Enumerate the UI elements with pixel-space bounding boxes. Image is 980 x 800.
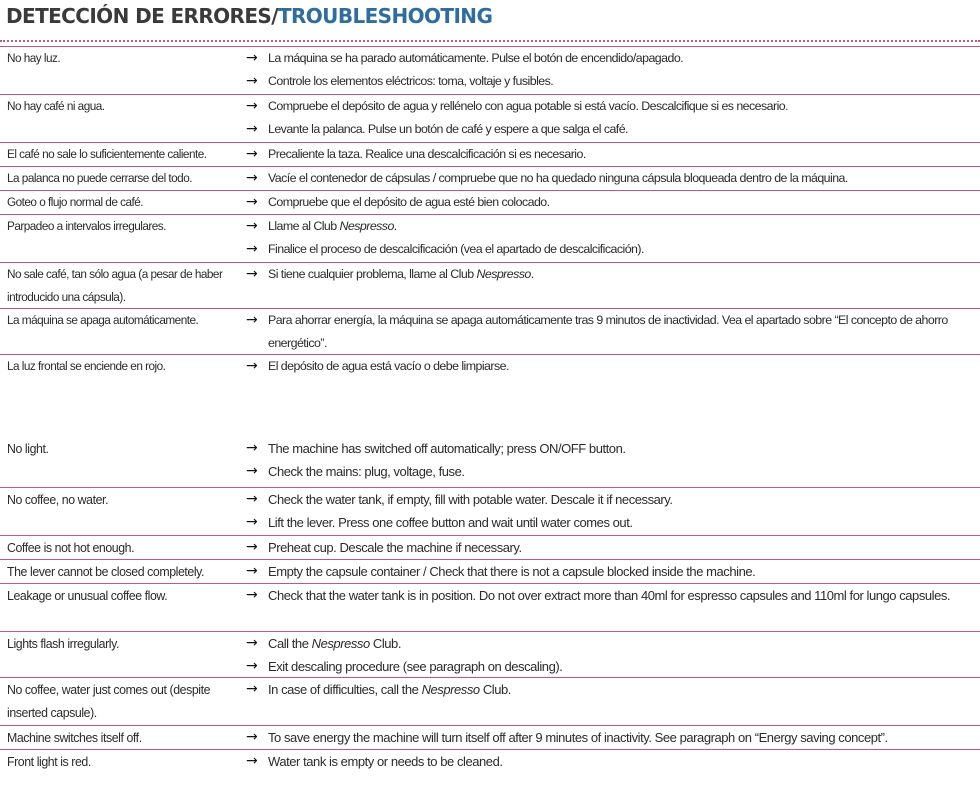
- solution-text: In case of difficulties, call the Nespresso Club.: [268, 682, 511, 697]
- table-row: [0, 487, 980, 535]
- solutions-cell: [246, 437, 976, 483]
- solution-text: Precaliente la taza. Realice una descalcificación si es necesario.: [268, 147, 586, 161]
- table-row: [0, 214, 980, 262]
- problem-cell: No coffee, water just comes out (despite inserted capsule).: [7, 682, 211, 720]
- table-row: [0, 535, 980, 559]
- page-title: [6, 4, 492, 28]
- arrow-icon: →: [246, 98, 258, 114]
- solutions-cell: [246, 355, 976, 378]
- solution-item: [246, 95, 976, 118]
- arrow-icon: →: [246, 194, 258, 210]
- solution-text: El depósito de agua está vacío o debe limpiarse.: [268, 359, 509, 373]
- problem-cell: Machine switches itself off.: [7, 730, 142, 745]
- arrow-icon: →: [246, 50, 258, 66]
- solutions-cell: [246, 536, 976, 559]
- solution-item: [246, 750, 976, 773]
- arrow-icon: →: [246, 514, 258, 530]
- arrow-icon: →: [246, 358, 258, 374]
- problem-cell: No coffee, no water.: [7, 492, 109, 507]
- solutions-cell: [246, 167, 976, 190]
- arrow-icon: →: [246, 266, 258, 282]
- problem-cell: No hay luz.: [7, 51, 61, 65]
- solutions-cell: [246, 726, 976, 749]
- table-row: [0, 308, 980, 354]
- solutions-cell: [246, 47, 976, 93]
- solution-text: To save energy the machine will turn itself off after 9 minutes of inactivity. See paragraph on “Energy saving concept”.: [268, 730, 888, 745]
- arrow-icon: →: [246, 635, 258, 651]
- arrow-icon: →: [246, 121, 258, 137]
- solutions-cell: [246, 584, 976, 607]
- problem-cell: No hay café ni agua.: [7, 99, 105, 113]
- solution-item: [246, 309, 976, 355]
- table-row: [0, 725, 980, 749]
- solution-text: Finalice el proceso de descalcificación (vea el apartado de descalcificación).: [268, 242, 644, 256]
- table-row: [0, 142, 980, 166]
- solution-text: Empty the capsule container / Check that there is not a capsule blocked inside the machine.: [268, 564, 756, 579]
- solutions-cell: [246, 750, 976, 773]
- problem-cell: No light.: [7, 441, 49, 456]
- solution-text: Controle los elementos eléctricos: toma, voltaje y fusibles.: [268, 74, 554, 88]
- solution-item: [246, 632, 976, 655]
- solution-item: [246, 47, 976, 70]
- problem-cell: No sale café, tan sólo agua (a pesar de haber introducido una cápsula).: [7, 267, 223, 304]
- solutions-cell: [246, 191, 976, 214]
- arrow-icon: →: [246, 241, 258, 257]
- solution-text: La máquina se ha parado automáticamente. Pulse el botón de encendido/apagado.: [268, 51, 684, 65]
- solution-text: Exit descaling procedure (see paragraph on descaling).: [268, 659, 563, 674]
- arrow-icon: →: [246, 753, 258, 769]
- arrow-icon: →: [246, 729, 258, 745]
- table-row: [0, 262, 980, 308]
- solution-item: [246, 167, 976, 190]
- arrow-icon: →: [246, 587, 258, 603]
- table-row: [0, 435, 980, 487]
- solution-item: [246, 511, 976, 534]
- table-row: [0, 46, 980, 94]
- arrow-icon: →: [246, 312, 258, 328]
- solution-item: [246, 191, 976, 214]
- solution-text: Compruebe el depósito de agua y rellénelo con agua potable si está vacío. Descalcifique si es necesario.: [268, 99, 789, 113]
- solutions-cell: [246, 263, 976, 286]
- solution-item: [246, 437, 976, 460]
- arrow-icon: →: [246, 658, 258, 674]
- title-english: TROUBLESHOOTING: [277, 4, 493, 28]
- problem-cell: Front light is red.: [7, 754, 91, 769]
- solutions-cell: [246, 215, 976, 261]
- problem-cell: La palanca no puede cerrarse del todo.: [7, 171, 192, 185]
- solution-text: Si tiene cualquier problema, llame al Club Nespresso.: [268, 267, 534, 281]
- solutions-cell: [246, 678, 976, 701]
- solution-item: [246, 355, 976, 378]
- solution-item: [246, 560, 976, 583]
- solution-text: Check the water tank, if empty, fill with potable water. Descale it if necessary.: [268, 492, 673, 507]
- solution-text: Water tank is empty or needs to be cleaned.: [268, 754, 503, 769]
- english-troubleshooting-table: [0, 435, 980, 773]
- solution-item: [246, 118, 976, 141]
- arrow-icon: →: [246, 463, 258, 479]
- solution-item: [246, 215, 976, 238]
- problem-cell: Parpadeo a intervalos irregulares.: [7, 219, 166, 233]
- table-row: [0, 677, 980, 725]
- arrow-icon: →: [246, 563, 258, 579]
- problem-cell: Lights flash irregularly.: [7, 636, 119, 651]
- table-row: [0, 559, 980, 583]
- solutions-cell: [246, 560, 976, 583]
- solution-text: Preheat cup. Descale the machine if necessary.: [268, 540, 522, 555]
- table-row: [0, 631, 980, 677]
- solution-text: Compruebe que el depósito de agua esté bien colocado.: [268, 195, 550, 209]
- arrow-icon: →: [246, 146, 258, 162]
- problem-cell: El café no sale lo suficientemente caliente.: [7, 147, 207, 161]
- solutions-cell: [246, 488, 976, 534]
- solution-text: Llame al Club Nespresso.: [268, 219, 397, 233]
- arrow-icon: →: [246, 73, 258, 89]
- solution-item: [246, 678, 976, 701]
- table-row: [0, 583, 980, 631]
- solution-text: The machine has switched off automatically; press ON/OFF button.: [268, 441, 626, 456]
- problem-cell: Goteo o flujo normal de café.: [7, 195, 144, 209]
- problem-cell: Coffee is not hot enough.: [7, 540, 135, 555]
- arrow-icon: →: [246, 440, 258, 456]
- arrow-icon: →: [246, 681, 258, 697]
- solution-text: Call the Nespresso Club.: [268, 636, 401, 651]
- solutions-cell: [246, 632, 976, 678]
- spanish-troubleshooting-table: [0, 46, 980, 378]
- problem-cell: La máquina se apaga automáticamente.: [7, 313, 199, 327]
- solution-item: [246, 263, 976, 286]
- table-row: [0, 190, 980, 214]
- solution-text: Check that the water tank is in position. Do not over extract more than 40ml for espresso capsules and 110ml for lungo capsules.: [268, 588, 951, 603]
- arrow-icon: →: [246, 170, 258, 186]
- table-row: [0, 354, 980, 378]
- table-row: [0, 749, 980, 773]
- problem-cell: Leakage or unusual coffee flow.: [7, 588, 168, 603]
- problem-cell: The lever cannot be closed completely.: [7, 564, 205, 579]
- solution-item: [246, 460, 976, 483]
- arrow-icon: →: [246, 539, 258, 555]
- solutions-cell: [246, 143, 976, 166]
- solution-text: Para ahorrar energía, la máquina se apaga automáticamente tras 9 minutos de inactividad. Vea el apartado sobre “El concepto de ahorro energético”.: [268, 313, 948, 350]
- solutions-cell: [246, 309, 976, 355]
- header-divider: [0, 40, 980, 42]
- solution-text: Vacíe el contenedor de cápsulas / compruebe que no ha quedado ninguna cápsula bloqueada dentro de la máquina.: [268, 171, 848, 185]
- problem-cell: La luz frontal se enciende en rojo.: [7, 359, 166, 373]
- table-row: [0, 94, 980, 142]
- title-spanish: DETECCIÓN DE ERRORES/: [6, 4, 278, 28]
- arrow-icon: →: [246, 491, 258, 507]
- solution-item: [246, 143, 976, 166]
- solution-item: [246, 70, 976, 93]
- solutions-cell: [246, 95, 976, 141]
- solution-item: [246, 536, 976, 559]
- solution-item: [246, 726, 976, 749]
- table-row: [0, 166, 980, 190]
- solution-text: Check the mains: plug, voltage, fuse.: [268, 464, 465, 479]
- solution-item: [246, 584, 976, 607]
- solution-text: Levante la palanca. Pulse un botón de café y espere a que salga el café.: [268, 122, 628, 136]
- solution-item: [246, 655, 976, 678]
- solution-text: Lift the lever. Press one coffee button and wait until water comes out.: [268, 515, 633, 530]
- solution-item: [246, 238, 976, 261]
- arrow-icon: →: [246, 218, 258, 234]
- solution-item: [246, 488, 976, 511]
